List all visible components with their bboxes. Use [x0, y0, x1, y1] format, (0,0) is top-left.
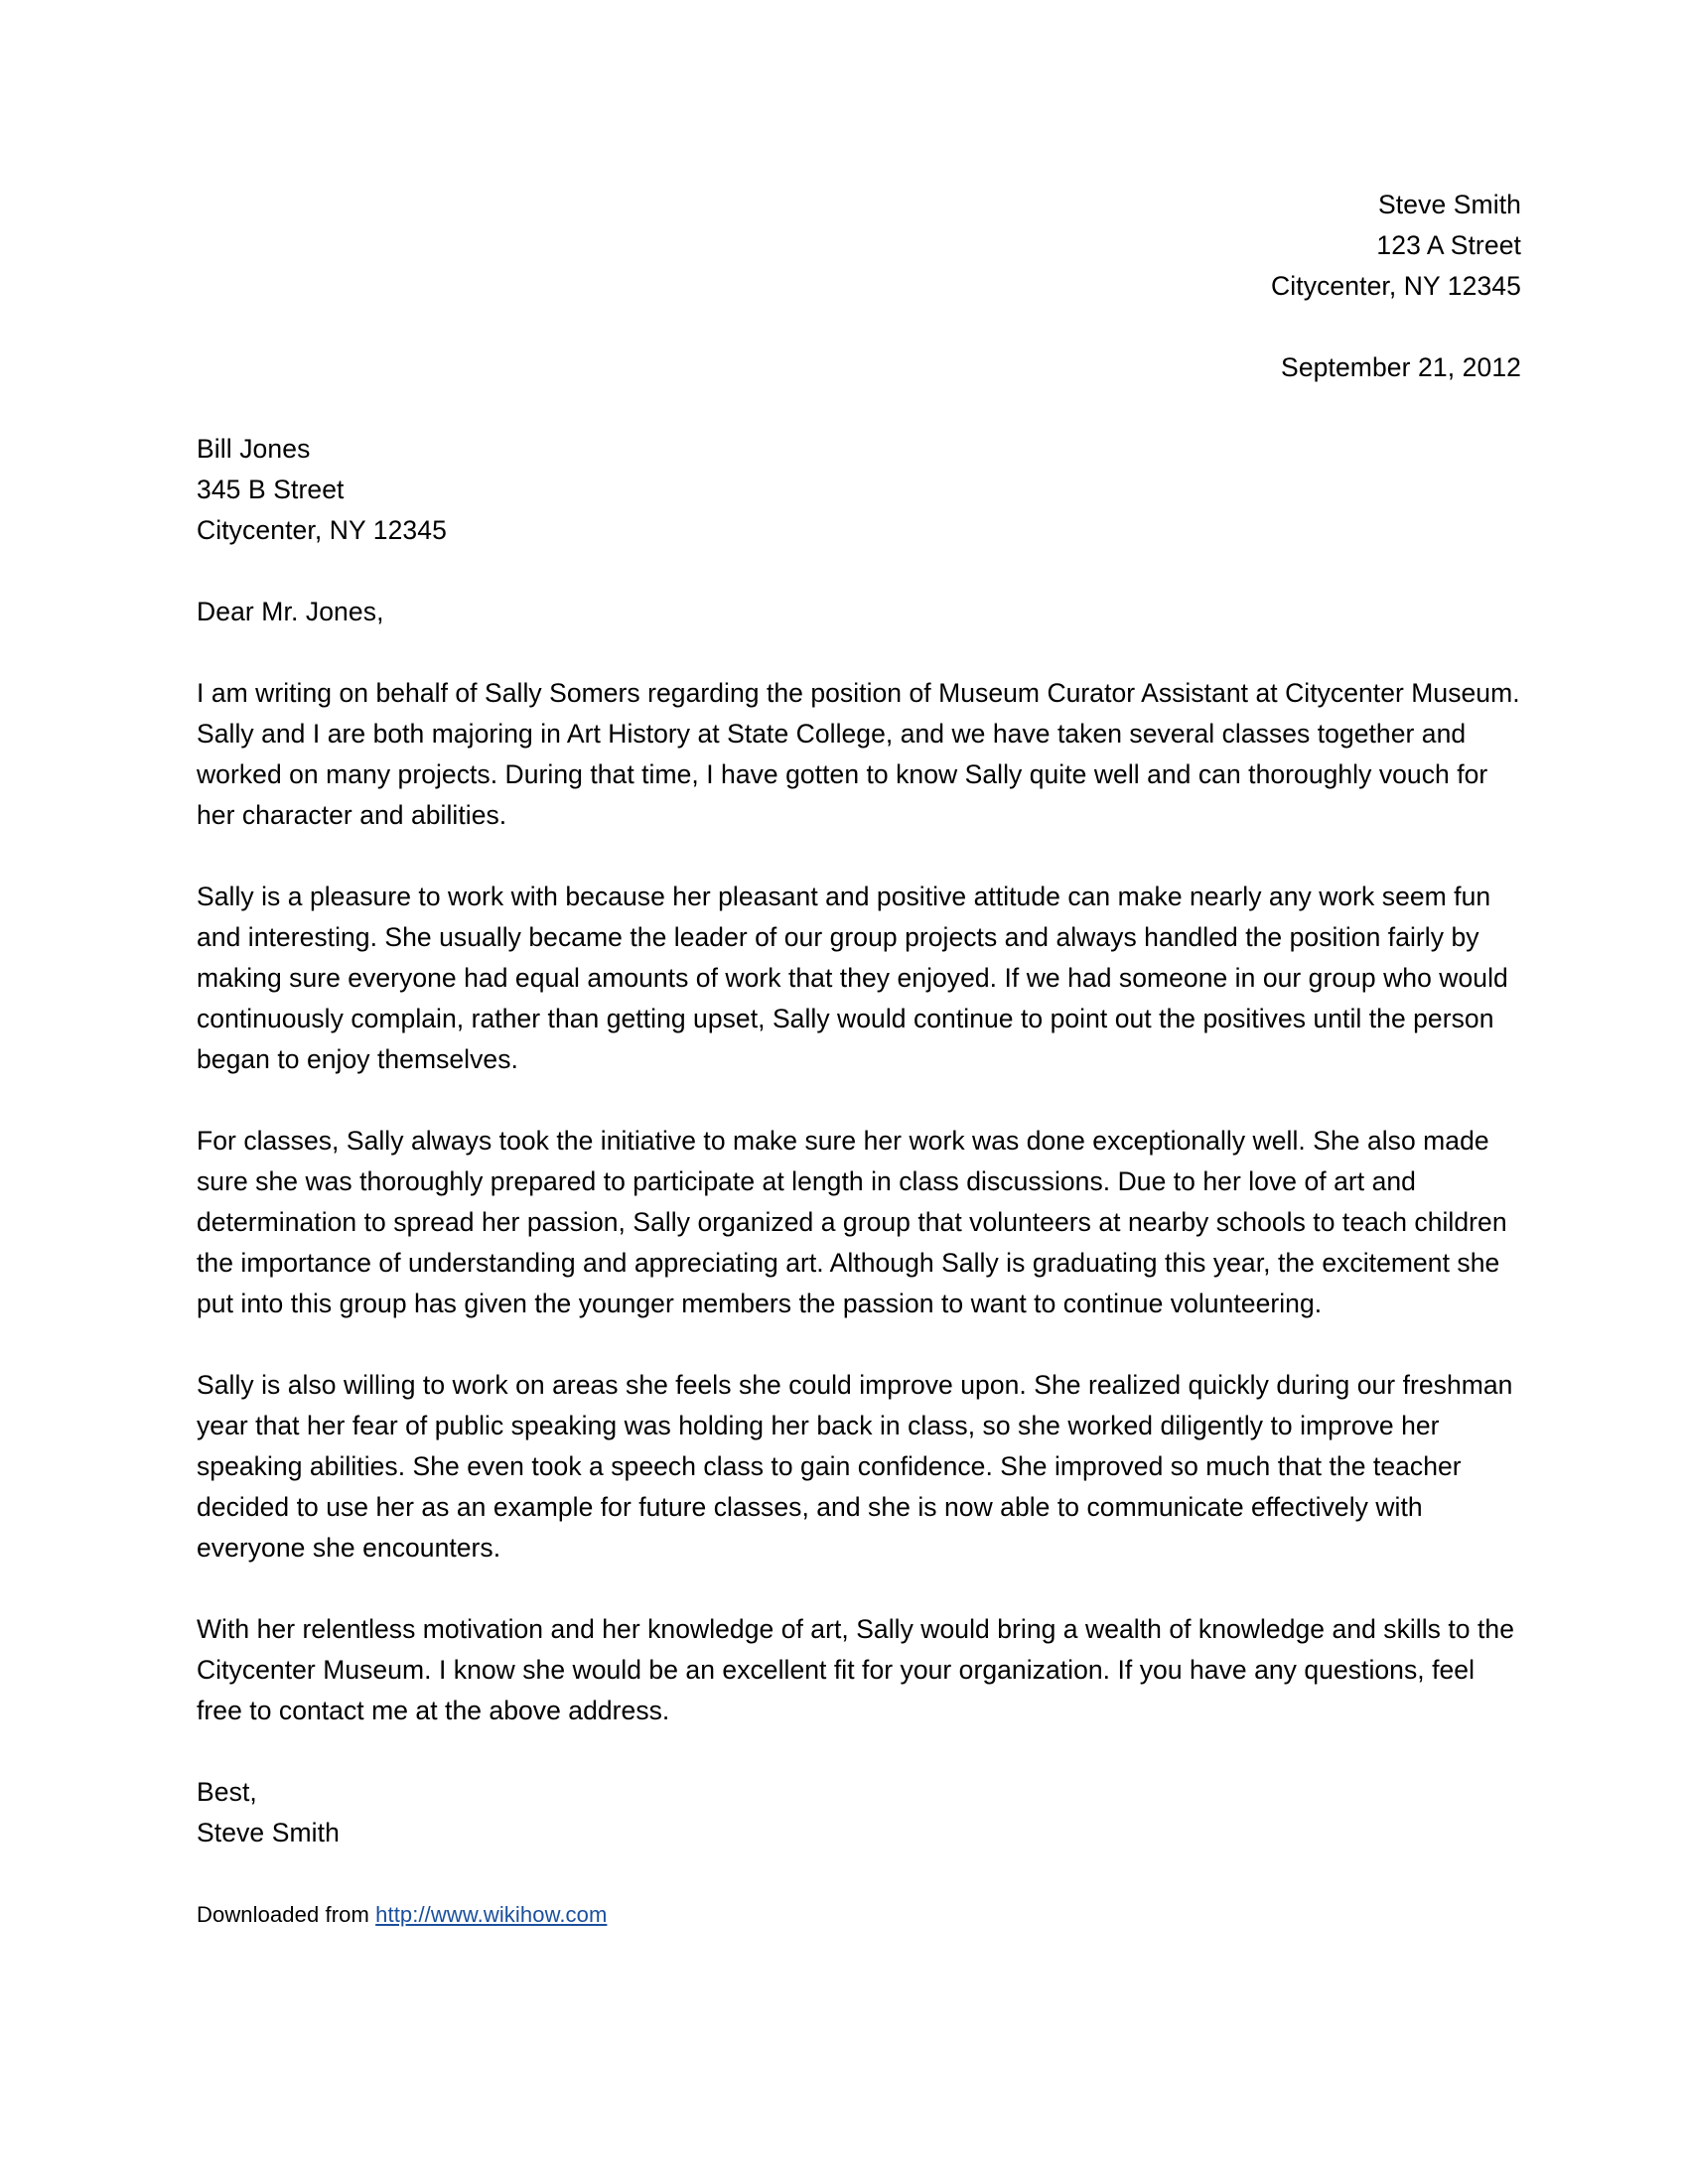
letter-date: September 21, 2012	[1281, 352, 1521, 382]
body-paragraphs	[197, 673, 1521, 1731]
signature-name: Steve Smith	[197, 1818, 340, 1847]
body-paragraph: With her relentless motivation and her knowledge of art, Sally would bring a wealth of knowledge and skills to the Citycenter Museum. I know she would be an excellent fit for your organization. If you have any questions, feel free to contact me at the above address.	[197, 1614, 1514, 1725]
body-paragraph: For classes, Sally always took the initiative to make sure her work was done exceptionally well. She also made sure she was thoroughly prepared to participate at length in class discussions. Due to her love of art and determination to spread her passion, Sally organized a group that volunteers at nearby schools to teach children the importance of understanding and appreciating art. Although Sally is graduating this year, the excitement she put into this group has given the younger members the passion to want to continue volunteering.	[197, 1126, 1507, 1318]
body-paragraph: I am writing on behalf of Sally Somers regarding the position of Museum Curator Assistant at Citycenter Museum. Sally and I are both majoring in Art History at State College, and we have taken several classes together and worked on many projects. During that time, I have gotten to know Sally quite well and can thoroughly vouch for her character and abilities.	[197, 678, 1520, 830]
recipient-street: 345 B Street	[197, 475, 345, 504]
sender-address-block	[197, 185, 1521, 307]
salutation: Dear Mr. Jones,	[197, 597, 384, 626]
sender-street: 123 A Street	[1376, 230, 1521, 260]
sender-city-state-zip: Citycenter, NY 12345	[1271, 271, 1521, 301]
wikihow-link[interactable]: http://www.wikihow.com	[375, 1902, 608, 1927]
footer-attribution	[197, 1900, 1521, 1930]
recipient-name: Bill Jones	[197, 434, 311, 464]
closing-block	[197, 1772, 1521, 1853]
recipient-city-state-zip: Citycenter, NY 12345	[197, 515, 447, 545]
recipient-address-block	[197, 429, 1521, 551]
body-paragraph: Sally is a pleasure to work with because her pleasant and positive attitude can make nearly any work seem fun and interesting. She usually became the leader of our group projects and always handled the position fairly by making sure everyone had equal amounts of work that they enjoyed. If we had someone in our group who would continuously complain, rather than getting upset, Sally would continue to point out the positives until the person began to enjoy themselves.	[197, 882, 1508, 1074]
body-paragraph: Sally is also willing to work on areas she feels she could improve upon. She realized quickly during our freshman year that her fear of public speaking was holding her back in class, so she worked diligently to improve her speaking abilities. She even took a speech class to gain confidence. She improved so much that the teacher decided to use her as an example for future classes, and she is now able to communicate effectively with everyone she encounters.	[197, 1370, 1513, 1563]
footer-prefix-text: Downloaded from	[197, 1902, 376, 1927]
letter-body	[197, 185, 1521, 1930]
valediction: Best,	[197, 1777, 257, 1807]
sender-name: Steve Smith	[1378, 190, 1521, 219]
